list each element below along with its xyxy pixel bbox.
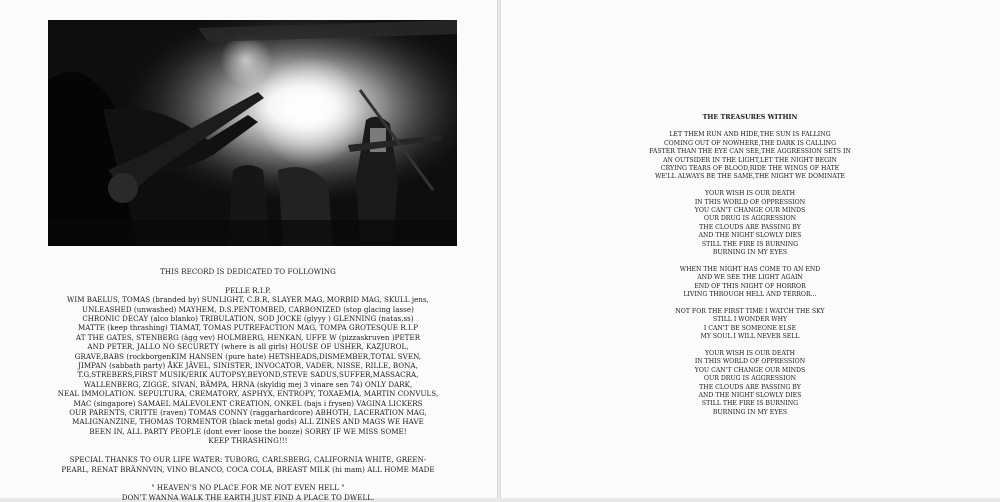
lyric-line: I CAN'T BE SOMEONE ELSE	[703, 324, 797, 332]
lyric-line: STILL THE FIRE IS BURNING	[701, 240, 799, 248]
lyric-line: YOUR WISH IS OUR DEATH	[704, 349, 796, 357]
lyric-line: YOUR WISH IS OUR DEATH	[704, 190, 796, 198]
dedication-line: T.G,STREBERS,FIRST MUSIK/ERIK AUTOPSY,BEYOND,STEVE SADUS,SUFFER,MASSACRA,	[77, 370, 419, 380]
thanks-line: PEARL, RENAT BRÄNNVIN, VINO BLANCO, COCA COLA, BREAST MILK (hi mam) ALL HOME MADE	[61, 464, 435, 474]
lyric-line: NOT FOR THE FIRST TIME I WATCH THE SKY	[675, 307, 825, 315]
band-live-photo	[48, 20, 457, 246]
lyric-line: WE'LL ALWAYS BE THE SAME,THE NIGHT WE DOMINATE	[654, 173, 846, 181]
lyric-line: STILL THE FIRE IS BURNING	[701, 400, 799, 408]
dedication-line: UNLEASHED (unwashed) MAYHEM, D.S.PENTOMBED, CARBONIZED (stop glacing lasse)	[82, 304, 414, 314]
dedication-line: MALIGNANZINE, THOMAS TORMENTOR (black metal gods) ALL ZINES AND MAGS WE HAVE	[72, 417, 424, 427]
dedication-line: JIMPAN (sabbath party) ÅKE JÄVEL, SINISTER, INVOCATOR, VADER, NISSE, RILLE, BONA,	[78, 361, 418, 371]
lyric-line: STILL I WONDER WHY	[712, 316, 788, 324]
quote-line: DON'T WANNA WALK THE EARTH JUST FIND A PLACE TO DWELL.	[121, 492, 375, 502]
lyric-line: YOU CAN'T CHANGE OUR MINDS	[694, 207, 806, 215]
lyrics-stanza	[540, 266, 960, 300]
lyric-line: LET THEM RUN AND HIDE,THE SUN IS FALLING	[669, 131, 831, 139]
lyric-line: MY SOUL I WILL NEVER SELL	[700, 333, 800, 341]
lyrics-stanza	[540, 350, 960, 417]
dedication-line: CHRONIC DECAY (alco blanko) TRIBULATION, SOD JOCKE (glyyy ) GLENNING (natas,ss)	[82, 314, 414, 324]
lyrics-block	[540, 113, 960, 426]
lyrics-stanza	[540, 190, 960, 257]
dedication-line: KEEP THRASHING!!!	[208, 436, 288, 446]
song-title: THE TREASURES WITHIN	[702, 113, 798, 121]
dedication-title: THIS RECORD IS DEDICATED TO FOLLOWING	[160, 267, 336, 276]
lyric-line: OUR DRUG IS AGGRESSION	[703, 375, 797, 383]
dedication-line: NEAL IMMOLATION. SEPULTURA, CREMATORY, ASPHYX, ENTROPY, TOXAEMIA, MARTIN CONVULS,	[57, 389, 439, 399]
lyric-line: BURNING IN MY EYES	[712, 249, 788, 257]
dedication-line: OUR PARENTS, CRITTE (raven) TOMAS CONNY (raggarhardcore) ABHOTH, LACERATION MAG,	[69, 408, 427, 418]
band-live-photo-graphic	[48, 20, 457, 246]
lyric-line: AND THE NIGHT SLOWLY DIES	[698, 391, 802, 399]
lyric-line: FASTER THAN THE EYE CAN SEE,THE AGGRESSION SETS IN	[649, 148, 851, 156]
lyrics-stanza	[540, 308, 960, 342]
lyric-line: BURNING IN MY EYES	[712, 408, 788, 416]
lyric-line: AND WE SEE THE LIGHT AGAIN	[697, 274, 803, 282]
dedication-line: GRAVE,BABS (rockborgenKIM HANSEN (pure hate) HETSHEADS,DISMEMBER,TOTAL SVEN,	[74, 351, 422, 361]
lyrics-stanza	[540, 131, 960, 181]
dedication-line: WALLENBERG, ZIGGE, SIVAN, BÄMPA, HRNA (skyldig mej 3 vinare sen 74) ONLY DARK,	[83, 379, 413, 389]
dedication-line: MAC (singapore) SAMAEL MALEVOLENT CREATION, ONKEL (bajs i frysen) VAGINA LICKERS	[73, 398, 423, 408]
lyric-line: YOU CAN'T CHANGE OUR MINDS	[694, 366, 806, 374]
thanks-line: SPECIAL THANKS TO OUR LIFE WATER: TUBORG, CARLSBERG, CALIFORNIA WHITE, GREEN-	[69, 455, 427, 465]
quote-line: " HEAVEN'S NO PLACE FOR ME NOT EVEN HELL "	[151, 483, 345, 493]
lyric-line: COMING OUT OF NOWHERE,THE DARK IS CALLING	[663, 139, 837, 147]
lyric-line: THE CLOUDS ARE PASSING BY	[699, 223, 801, 231]
dedication-line: PELLE R.I.P.	[225, 285, 271, 295]
lyric-line: IN THIS WORLD OF OPPRESSION	[694, 198, 806, 206]
lyric-line: LIVING THROUGH HELL AND TERROR...	[683, 291, 817, 299]
lyric-line: WHEN THE NIGHT HAS COME TO AN END	[679, 265, 821, 273]
lyric-line: THE CLOUDS ARE PASSING BY	[699, 383, 801, 391]
left-page	[0, 0, 497, 502]
dedication-block	[28, 267, 468, 502]
lyric-line: OUR DRUG IS AGGRESSION	[703, 215, 797, 223]
dedication-line: BEEN IN, ALL PARTY PEOPLE (dont ever loose the booze) SORRY IF WE MISS SOME!	[89, 426, 407, 436]
dedication-line: MATTE (keep thrashing) TIAMAT, TOMAS PUTREFACTION MAG, TOMPA GROTESQUE R.I.P	[77, 323, 419, 333]
lyric-line: CRYING TEARS OF BLOOD,RIDE THE WINGS OF HATE	[660, 165, 840, 173]
dedication-line: AND PETER, JALLO NO SECURETY (where is all girls) HOUSE OF USHER, KAZJUROL,	[87, 342, 409, 352]
lyric-line: END OF THIS NIGHT OF HORROR	[694, 282, 806, 290]
lyric-line: AND THE NIGHT SLOWLY DIES	[698, 232, 802, 240]
dedication-line: AT THE GATES, STENBERG (ägg vev) HOLMBERG, HENKAN, UFFE W (pizzaskruven )PETER	[75, 332, 421, 342]
lyric-line: AN OUTSIDER IN THE LIGHT,LET THE NIGHT BEGIN	[663, 156, 837, 164]
lyric-line: IN THIS WORLD OF OPPRESSION	[694, 358, 806, 366]
dedication-line: WIM BAELUS, TOMAS (branded by) SUNLIGHT, C.B.R, SLAYER MAG, MORBID MAG, SKULL jens,	[67, 295, 429, 305]
